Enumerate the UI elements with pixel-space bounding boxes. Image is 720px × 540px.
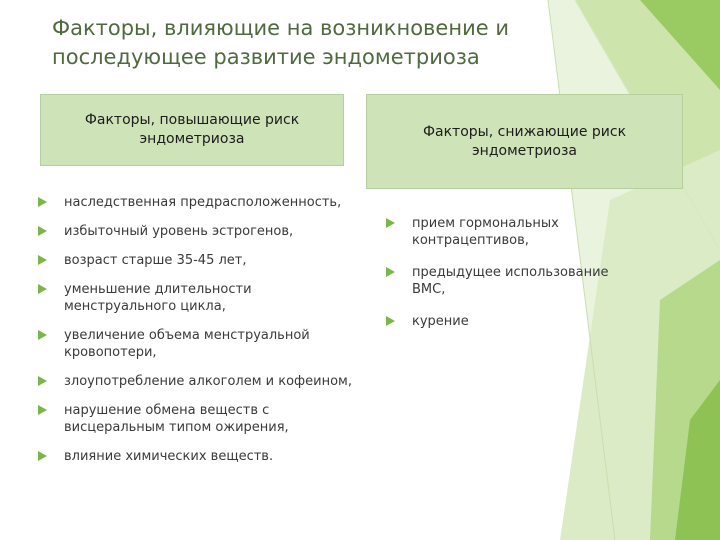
triangle-bullet-icon xyxy=(38,330,47,340)
list-item xyxy=(36,402,356,436)
triangle-bullet-icon xyxy=(38,451,47,461)
list-item xyxy=(384,313,634,330)
slide-title: Факторы, влияющие на возникновение и последующее развитие эндометриоза xyxy=(52,16,509,69)
list-item-text: влияние химических веществ. xyxy=(64,449,274,464)
list-item-text: избыточный уровень эстрогенов, xyxy=(64,224,294,239)
list-item-text: возраст старше 35-45 лет, xyxy=(64,253,247,268)
list-item xyxy=(36,194,356,211)
triangle-bullet-icon xyxy=(38,376,47,386)
list-item-text: уменьшение длительности менструального цикла, xyxy=(64,282,252,314)
triangle-bullet-icon xyxy=(38,405,47,415)
list-item xyxy=(36,281,356,315)
list-item xyxy=(384,264,634,298)
triangle-bullet-icon xyxy=(38,255,47,265)
list-item xyxy=(36,252,356,269)
list-item xyxy=(36,373,356,390)
risk-reducing-list xyxy=(384,215,634,345)
triangle-bullet-icon xyxy=(38,226,47,236)
list-item-text: курение xyxy=(412,314,469,329)
triangle-bullet-icon xyxy=(386,316,395,326)
list-item-text: наследственная предрасположенность, xyxy=(64,195,342,210)
list-item xyxy=(384,215,634,249)
risk-increasing-header: Факторы, повышающие риск эндометриоза xyxy=(40,94,344,166)
risk-reducing-header: Факторы, снижающие риск эндометриоза xyxy=(366,94,683,189)
list-item-text: нарушение обмена веществ с висцеральным типом ожирения, xyxy=(64,403,289,435)
list-item-text: злоупотребление алкоголем и кофеином, xyxy=(64,374,352,389)
list-item xyxy=(36,448,356,465)
list-item xyxy=(36,327,356,361)
triangle-bullet-icon xyxy=(386,218,395,228)
triangle-bullet-icon xyxy=(386,267,395,277)
list-item xyxy=(36,223,356,240)
risk-increasing-list xyxy=(36,194,356,477)
triangle-bullet-icon xyxy=(38,197,47,207)
list-item-text: предыдущее использование ВМС, xyxy=(412,265,609,297)
list-item-text: увеличение объема менструальной кровопотери, xyxy=(64,328,310,360)
triangle-bullet-icon xyxy=(38,284,47,294)
list-item-text: прием гормональных контрацептивов, xyxy=(412,216,559,248)
